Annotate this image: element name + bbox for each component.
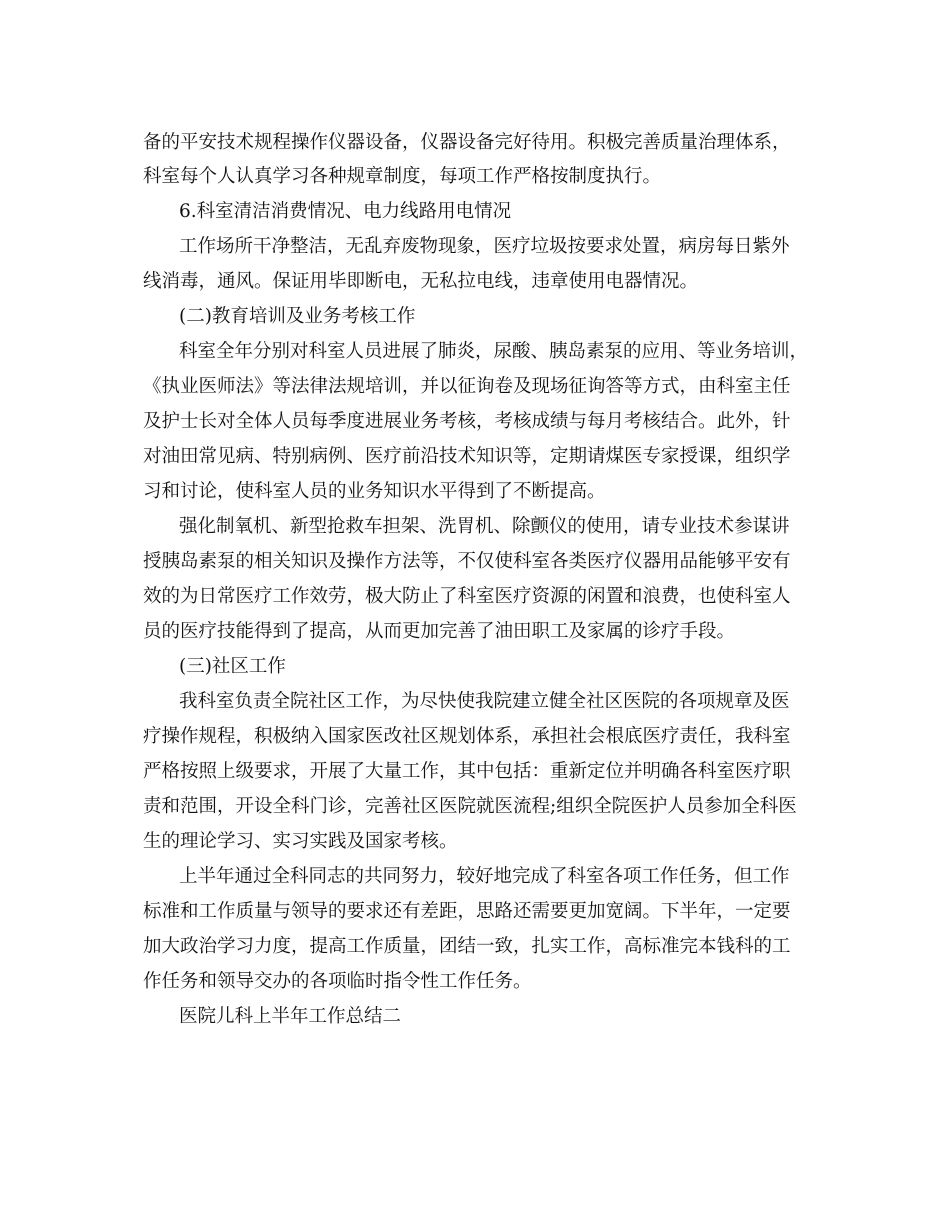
body-text-line: 工作场所干净整洁，无乱弃废物现象，医疗垃圾按要求处置，病房每日紫外 xyxy=(179,236,790,257)
body-text-line: 我科室负责全院社区工作，为尽快使我院建立健全社区医院的各项规章及医 xyxy=(179,691,790,712)
body-text-line: 授胰岛素泵的相关知识及操作方法等，不仅使科室各类医疗仪器用品能够平安有 xyxy=(143,551,791,572)
body-text-line: 《执业医师法》等法律法规培训，并以征询卷及现场征询答等方式，由科室主任 xyxy=(143,376,791,397)
body-text-line: 上半年通过全科同志的共同努力，较好地完成了科室各项工作任务，但工作 xyxy=(179,866,790,887)
body-text-line: 科室每个人认真学习各种规章制度，每项工作严格按制度执行。 xyxy=(143,166,662,187)
body-text-line: 严格按照上级要求，开展了大量工作，其中包括：重新定位并明确各科室医疗职 xyxy=(143,761,791,782)
body-text-line: 线消毒，通风。保证用毕即断电，无私拉电线，违章使用电器情况。 xyxy=(143,271,699,292)
body-text-line: 对油田常见病、特别病例、医疗前沿技术知识等，定期请煤医专家授课，组织学 xyxy=(143,446,791,467)
document-subtitle: 医院儿科上半年工作总结二 xyxy=(179,1006,402,1027)
section-heading: 6.科室清洁消费情况、电力线路用电情况 xyxy=(179,201,512,222)
body-text-line: 强化制氧机、新型抢救车担架、洗胃机、除颤仪的使用，请专业技术参谋讲 xyxy=(179,516,790,537)
body-text-line: 生的理论学习、实习实践及国家考核。 xyxy=(143,831,458,852)
body-text-line: 科室全年分别对科室人员进展了肺炎，尿酸、胰岛素泵的应用、等业务培训， xyxy=(179,341,809,362)
body-text-line: 效的为日常医疗工作效劳，极大防止了科室医疗资源的闲置和浪费，也使科室人 xyxy=(143,586,791,607)
body-text-line: 责和范围，开设全科门诊，完善社区医院就医流程;组织全院医护人员参加全科医 xyxy=(143,796,797,817)
body-text-line: 及护士长对全体人员每季度进展业务考核，考核成绩与每月考核结合。此外，针 xyxy=(143,411,791,432)
body-text-line: 疗操作规程，积极纳入国家医改社区规划体系，承担社会根底医疗责任，我科室 xyxy=(143,726,791,747)
body-text-line: 作任务和领导交办的各项临时指令性工作任务。 xyxy=(143,971,532,992)
body-text-line: 加大政治学习力度，提高工作质量，团结一致，扎实工作，高标准完本钱科的工 xyxy=(143,936,791,957)
body-text-line: 标准和工作质量与领导的要求还有差距，思路还需要更加宽阔。下半年，一定要 xyxy=(143,901,791,922)
body-text-line: 习和讨论，使科室人员的业务知识水平得到了不断提高。 xyxy=(143,481,606,502)
body-text-line: 备的平安技术规程操作仪器设备，仪器设备完好待用。积极完善质量治理体系， xyxy=(143,132,791,153)
section-heading: (二)教育培训及业务考核工作 xyxy=(179,306,416,327)
body-text-line: 员的医疗技能得到了提高，从而更加完善了油田职工及家属的诊疗手段。 xyxy=(143,621,736,642)
section-heading: (三)社区工作 xyxy=(179,656,286,677)
